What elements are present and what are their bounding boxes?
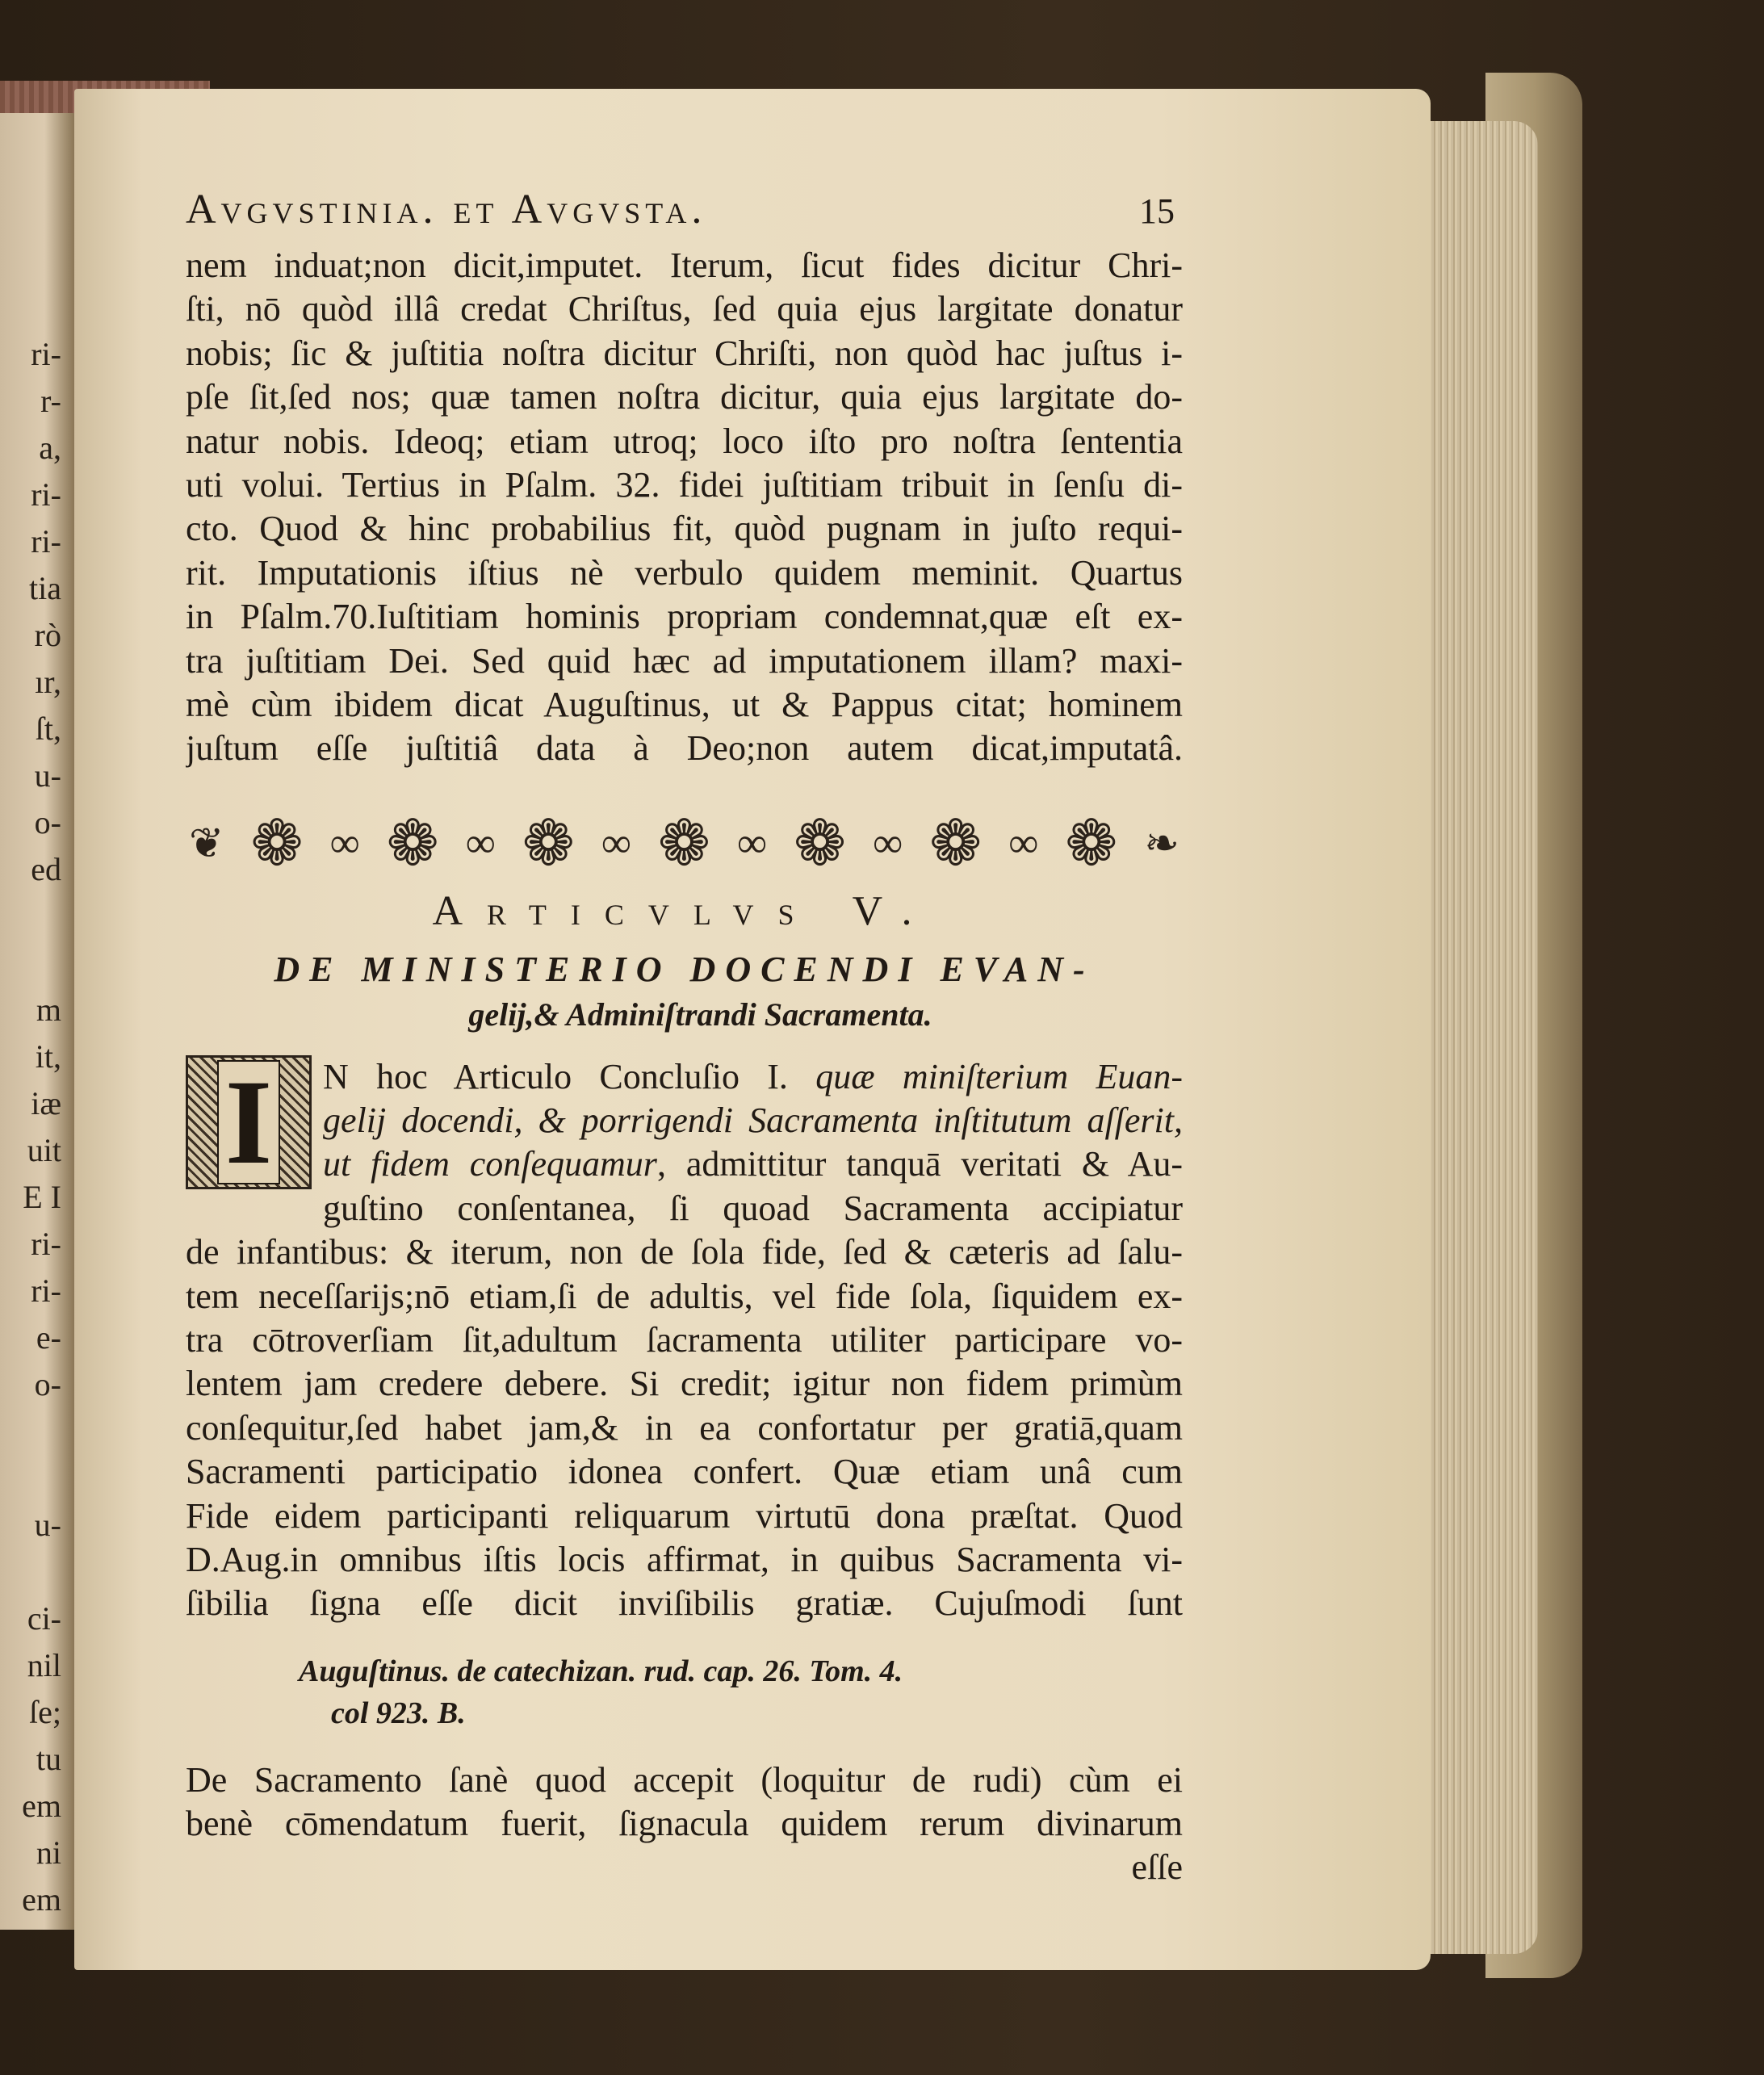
left-fragment: a, bbox=[39, 430, 61, 466]
ornament-icon: ❁ bbox=[929, 807, 983, 878]
left-fragment: ri- bbox=[31, 523, 61, 560]
final-paragraph bbox=[186, 1759, 1183, 1847]
ornament-band bbox=[186, 805, 1183, 882]
para-line: ut fidem conſequamur, admittitur tanquā veritati & Au- bbox=[323, 1144, 1183, 1184]
text-line: ſibilia ſigna eſſe dicit inviſibilis gratiæ. Cujuſmodi ſunt bbox=[186, 1583, 1183, 1624]
decorated-initial bbox=[186, 1055, 312, 1189]
top-paragraph bbox=[186, 244, 1183, 771]
text-line: juſtum eſſe juſtitiâ data à Deo;non autem dicat,imputatâ. bbox=[186, 728, 1183, 769]
left-fragment bbox=[0, 1408, 73, 1455]
text-line: Sacramenti participatio idonea confert. Quæ etiam unâ cum bbox=[186, 1452, 1183, 1492]
running-title: Avgvstinia. et Avgvsta. bbox=[186, 187, 707, 233]
text-line: rit. Imputationis iſtius nè verbulo quidem meminit. Quartus bbox=[186, 552, 1183, 593]
ornament-icon: ∞ bbox=[737, 820, 768, 867]
ornament-end-icon: ❧ bbox=[1144, 820, 1179, 867]
left-fragment: e- bbox=[36, 1319, 61, 1356]
left-fragment: tu bbox=[36, 1741, 61, 1777]
text-line: tra cōtroverſiam ſit,adultum ſacramenta utiliter participare vo- bbox=[186, 1320, 1183, 1360]
para-line: guſtino conſentanea, ſi quoad Sacramenta accipiatur bbox=[323, 1188, 1183, 1228]
left-fragment bbox=[0, 1455, 73, 1502]
left-fragment: o- bbox=[34, 804, 61, 840]
left-fragment: tia bbox=[29, 570, 61, 606]
citation-line-1: Auguſtinus. de catechizan. rud. cap. 26. Tom. 4. bbox=[299, 1654, 903, 1688]
left-page bbox=[0, 113, 74, 1930]
left-fragment: u- bbox=[34, 757, 61, 794]
left-fragment: iæ bbox=[31, 1085, 61, 1121]
left-fragment: ri- bbox=[31, 336, 61, 372]
article-paragraph bbox=[186, 1055, 1183, 1626]
text-line: lentem jam credere debere. Si credit; igitur non fidem primùm bbox=[186, 1364, 1183, 1404]
article-subtitle-1: DE MINISTERIO DOCENDI EVAN- bbox=[274, 949, 1095, 989]
text-line: tem neceſſarijs;nō etiam,ſi de adultis, vel fide ſola, ſiquidem ex- bbox=[186, 1276, 1183, 1316]
left-fragment: ſt, bbox=[35, 711, 61, 747]
ornament-icon: ∞ bbox=[465, 820, 496, 867]
citation bbox=[186, 1650, 1183, 1734]
text-line: Fide eidem participanti reliquarum virtutū dona præſtat. Quod bbox=[186, 1495, 1183, 1536]
left-fragment: em bbox=[22, 1881, 61, 1918]
left-fragment bbox=[0, 893, 73, 940]
text-line: tra juſtitiam Dei. Sed quid hæc ad imputationem illam? maxi- bbox=[186, 640, 1183, 681]
ornament-end-icon: ❦ bbox=[189, 820, 224, 867]
left-fragment: ri- bbox=[31, 476, 61, 513]
left-fragment: rò bbox=[34, 617, 61, 653]
left-fragment: ni bbox=[36, 1834, 61, 1871]
left-fragment: uit bbox=[27, 1132, 61, 1168]
para-line: gelij docendi, & porrigendi Sacramenta inſtitutum aſſerit, bbox=[323, 1100, 1183, 1141]
left-fragment: o- bbox=[34, 1366, 61, 1402]
text-line: benè cōmendatum fuerit, ſignacula quidem rerum divinarum bbox=[186, 1804, 1183, 1844]
left-fragment: r- bbox=[40, 383, 61, 419]
left-fragment bbox=[0, 1549, 73, 1595]
page-number: 15 bbox=[1139, 191, 1175, 231]
left-fragment: ri- bbox=[31, 1272, 61, 1309]
ornament-icon: ❁ bbox=[386, 807, 439, 878]
left-fragment: ci- bbox=[27, 1600, 61, 1637]
text-line: D.Aug.in omnibus iſtis locis affirmat, in quibus Sacramenta vi- bbox=[186, 1539, 1183, 1579]
left-fragment: ed bbox=[31, 851, 61, 887]
ornament-icon: ∞ bbox=[1008, 820, 1039, 867]
left-fragment: it, bbox=[35, 1038, 61, 1075]
ornament-icon: ❁ bbox=[522, 807, 576, 878]
left-fragment: em bbox=[22, 1788, 61, 1824]
page-text bbox=[186, 186, 1183, 1890]
text-line: nem induat;non dicit,imputet. Iterum, ſicut fides dicitur Chri- bbox=[186, 245, 1183, 285]
ornament-icon: ❁ bbox=[657, 807, 711, 878]
initial-letter: I bbox=[217, 1060, 280, 1184]
left-fragment: m bbox=[36, 991, 61, 1028]
text-line: De Sacramento ſanè quod accepit (loquitur de rudi) cùm ei bbox=[186, 1759, 1183, 1800]
article-subtitle-2: gelij,& Adminiſtrandi Sacramenta. bbox=[468, 996, 932, 1033]
paragraph-continuation bbox=[186, 1230, 1183, 1626]
ornament-icon: ❁ bbox=[1065, 807, 1118, 878]
left-fragment: ſe; bbox=[29, 1694, 61, 1730]
text-line: natur nobis. Ideoq; etiam utroq; loco iſto pro noſtra ſententia bbox=[186, 421, 1183, 461]
ornament-icon: ❁ bbox=[250, 807, 304, 878]
left-fragment: ır, bbox=[35, 664, 61, 700]
left-fragment bbox=[0, 940, 73, 987]
article-title: Articvlvs V. bbox=[432, 887, 936, 934]
left-fragment: u- bbox=[34, 1507, 61, 1543]
text-line: pſe ſit,ſed nos; quæ tamen noſtra dicitur, quia ejus largitate do- bbox=[186, 377, 1183, 417]
text-line: conſequitur,ſed habet jam,& in ea confortatur per gratiā,quam bbox=[186, 1407, 1183, 1448]
text-line: cto. Quod & hinc probabilius fit, quòd pugnam in juſto requi- bbox=[186, 509, 1183, 549]
text-line: nobis; ſic & juſtitia noſtra dicitur Chriſti, non quòd hac juſtus i- bbox=[186, 333, 1183, 373]
citation-line-2: col 923. B. bbox=[331, 1696, 466, 1730]
left-fragment: E I bbox=[23, 1179, 61, 1215]
ornament-icon: ∞ bbox=[601, 820, 631, 867]
left-page-fragments bbox=[0, 331, 73, 1923]
left-fragment: ri- bbox=[31, 1226, 61, 1262]
catchword: eſſe bbox=[1131, 1847, 1183, 1887]
text-line: mè cùm ibidem dicat Auguſtinus, ut & Pappus citat; hominem bbox=[186, 684, 1183, 724]
text-line: de infantibus: & iterum, non de ſola fide, ſed & cæteris ad ſalu- bbox=[186, 1232, 1183, 1272]
ornament-icon: ∞ bbox=[873, 820, 903, 867]
text-line: ſti, nō quòd illâ credat Chriſtus, ſed quia ejus largitate donatur bbox=[186, 289, 1183, 329]
page-block-edges bbox=[1425, 121, 1538, 1954]
text-line: in Pſalm.70.Iuſtitiam hominis propriam condemnat,quæ eſt ex- bbox=[186, 597, 1183, 637]
text-line: uti volui. Tertius in Pſalm. 32. fidei juſtitiam tribuit in ſenſu di- bbox=[186, 464, 1183, 505]
ornament-icon: ∞ bbox=[329, 820, 360, 867]
left-fragment: nil bbox=[27, 1647, 61, 1683]
ornament-icon: ❁ bbox=[793, 807, 847, 878]
running-header bbox=[186, 186, 1183, 242]
para-line: N hoc Articulo Concluſio I. quæ miniſterium Euan- bbox=[323, 1056, 1183, 1096]
